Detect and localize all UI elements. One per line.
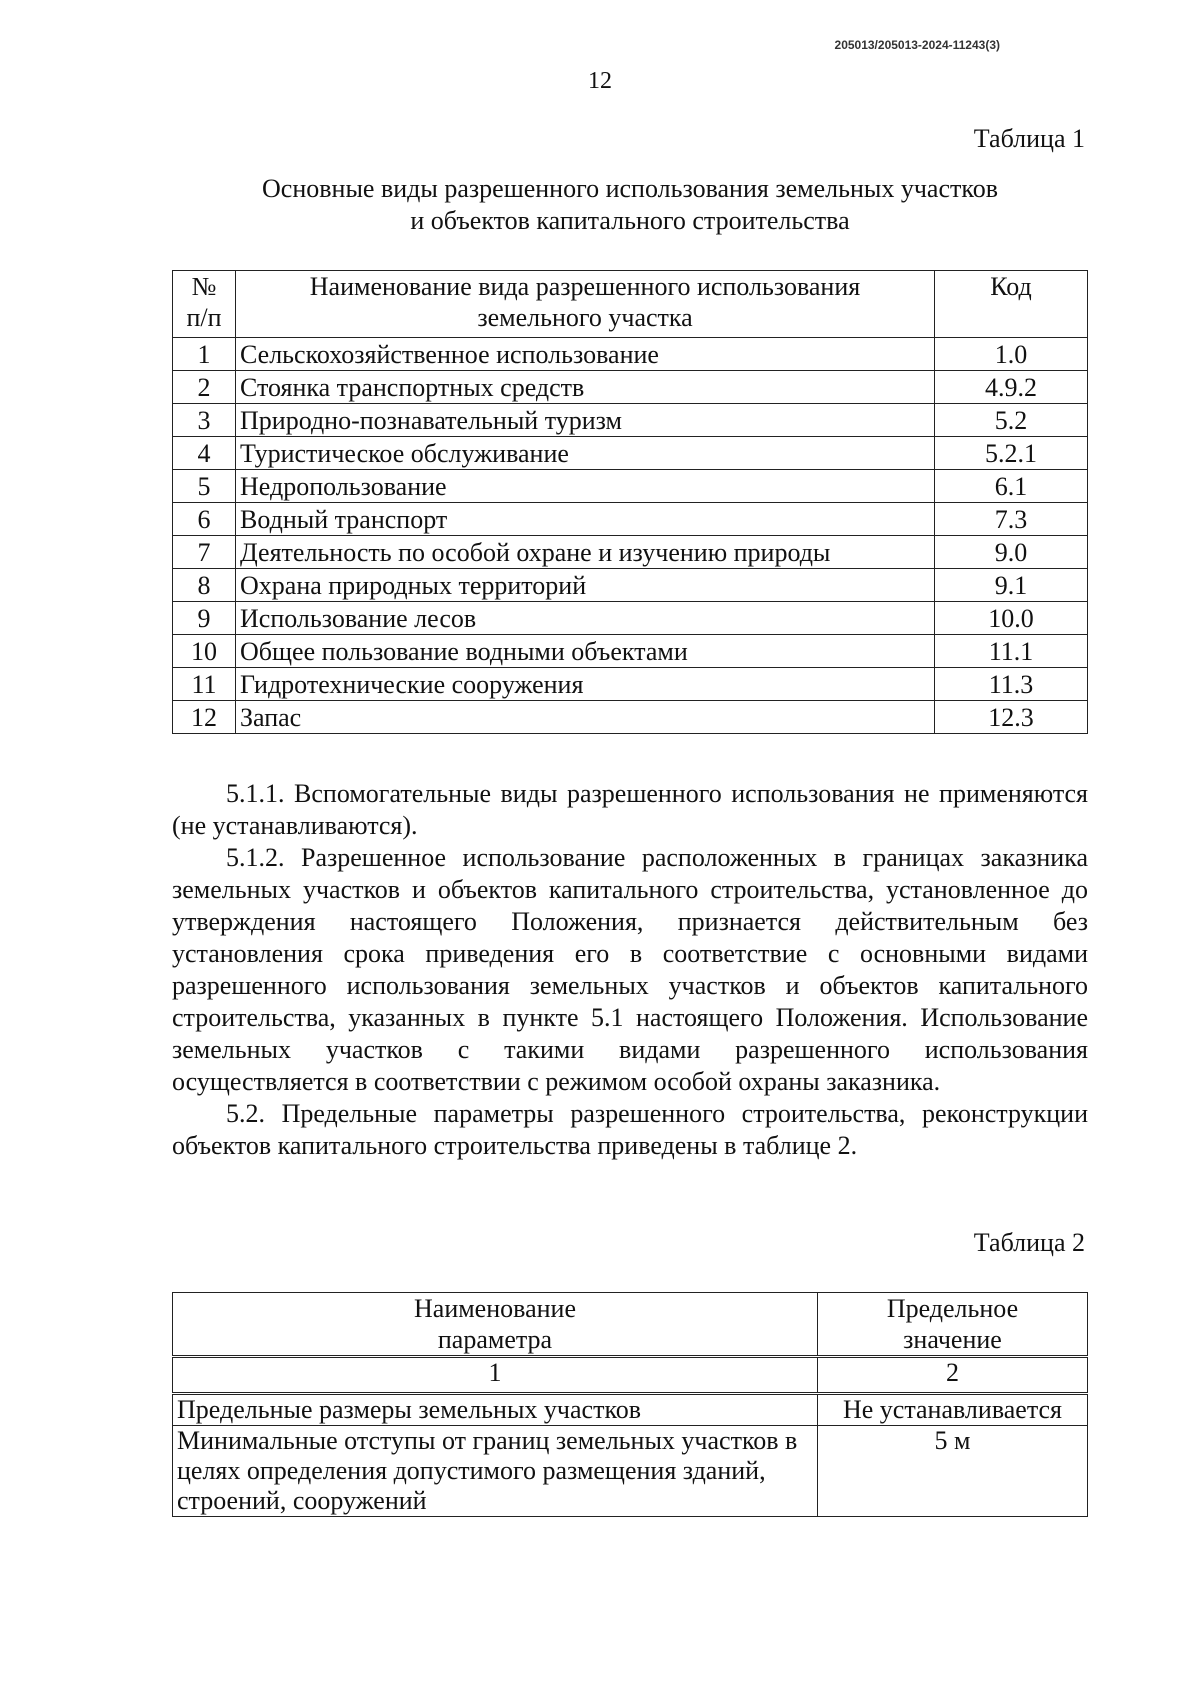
row-number: 6 [173,503,236,536]
header-param-line1: Наименование [414,1294,576,1323]
table1-header-name [236,271,935,338]
table1-body [173,338,1088,734]
row-param: Минимальные отступы от границ земельных участков в целях определения допустимого размещения зданий, строений, сооружений [173,1426,818,1517]
row-name: Природно-познавательный туризм [236,404,935,437]
row-name: Туристическое обслуживание [236,437,935,470]
table2-body [173,1357,1088,1517]
row-code: 9.0 [935,536,1088,569]
row-code: 9.1 [935,569,1088,602]
row-name: Использование лесов [236,602,935,635]
table-row [173,701,1088,734]
document-id: 205013/205013-2024-11243(3) [834,38,1000,52]
row-value: Не устанавливается [818,1394,1088,1426]
row-value: 5 м [818,1426,1088,1517]
table-row [173,536,1088,569]
row-number: 11 [173,668,236,701]
table2-caption: Таблица 2 [973,1228,1085,1257]
table2-limit-parameters [172,1292,1088,1517]
table1-permitted-uses [172,270,1088,734]
table1-title-line1: Основные виды разрешенного использования земельных участков [262,174,998,203]
table-row [173,503,1088,536]
header-value-line2: значение [903,1325,1002,1354]
table1-header-num [173,271,236,338]
row-name: Общее пользование водными объектами [236,635,935,668]
row-code: 5.2 [935,404,1088,437]
header-param-line2: параметра [437,1325,553,1354]
table-row [173,470,1088,503]
row-number: 2 [173,371,236,404]
row-code: 4.9.2 [935,371,1088,404]
table1-title-line2: и объектов капитального строительства [410,206,850,235]
row-number: 10 [173,635,236,668]
table2-index-row [173,1357,1088,1394]
table1-header-code: Код [935,271,1088,338]
table1-title [172,173,1088,237]
row-number: 4 [173,437,236,470]
row-param: Предельные размеры земельных участков [173,1394,818,1426]
row-number: 1 [173,338,236,371]
row-name: Сельскохозяйственное использование [236,338,935,371]
row-name: Деятельность по особой охране и изучению природы [236,536,935,569]
row-code: 6.1 [935,470,1088,503]
body-text [172,778,1088,1162]
row-number: 9 [173,602,236,635]
table-row [173,1394,1088,1426]
row-code: 12.3 [935,701,1088,734]
table2-header-param [173,1293,818,1357]
row-number: 3 [173,404,236,437]
row-name: Гидротехнические сооружения [236,668,935,701]
table-row [173,404,1088,437]
table-row [173,569,1088,602]
row-number: 7 [173,536,236,569]
row-name: Стоянка транспортных средств [236,371,935,404]
row-code: 11.1 [935,635,1088,668]
table-row [173,371,1088,404]
row-name: Водный транспорт [236,503,935,536]
paragraph-5-1-2: 5.1.2. Разрешенное использование расположенных в границах заказника земельных участков и объектов капитального строительства, установленное до утверждения настоящего Положения, признается действительным без установления срока приведения его в соответствие с основными видами разрешенного использования земельных участков и объектов капитального строительства, указанных в пункте 5.1 настоящего Положения. Использование земельных участков с такими видами разрешенного использования осуществляется в соответствии с режимом особой охраны заказника. [172,843,1088,1096]
row-name: Недропользование [236,470,935,503]
table-row [173,668,1088,701]
table-row [173,338,1088,371]
table2-header-value [818,1293,1088,1357]
table-row [173,437,1088,470]
row-code: 1.0 [935,338,1088,371]
table1-caption: Таблица 1 [973,124,1085,153]
row-code: 10.0 [935,602,1088,635]
row-code: 7.3 [935,503,1088,536]
table1-header-row [173,271,1088,338]
paragraph-5-2: 5.2. Предельные параметры разрешенного строительства, реконструкции объектов капитального строительства приведены в таблице 2. [172,1099,1088,1160]
row-name: Запас [236,701,935,734]
header-num-line1: № [191,272,217,301]
row-name: Охрана природных территорий [236,569,935,602]
table-row [173,602,1088,635]
table-row [173,1426,1088,1517]
table-row [173,635,1088,668]
header-value-line1: Предельное [886,1294,1019,1323]
table2-index-col1: 1 [173,1357,818,1394]
header-name-line1: Наименование вида разрешенного использования [309,272,861,301]
table2-index-col2: 2 [818,1357,1088,1394]
header-num-line2: п/п [186,303,222,332]
header-name-line2: земельного участка [477,303,693,332]
page-number: 12 [588,68,612,94]
paragraph-5-1-1: 5.1.1. Вспомогательные виды разрешенного использования не применяются (не устанавливаются). [172,779,1088,840]
table2-header-row [173,1293,1088,1357]
row-number: 5 [173,470,236,503]
row-number: 12 [173,701,236,734]
row-code: 11.3 [935,668,1088,701]
row-number: 8 [173,569,236,602]
row-code: 5.2.1 [935,437,1088,470]
